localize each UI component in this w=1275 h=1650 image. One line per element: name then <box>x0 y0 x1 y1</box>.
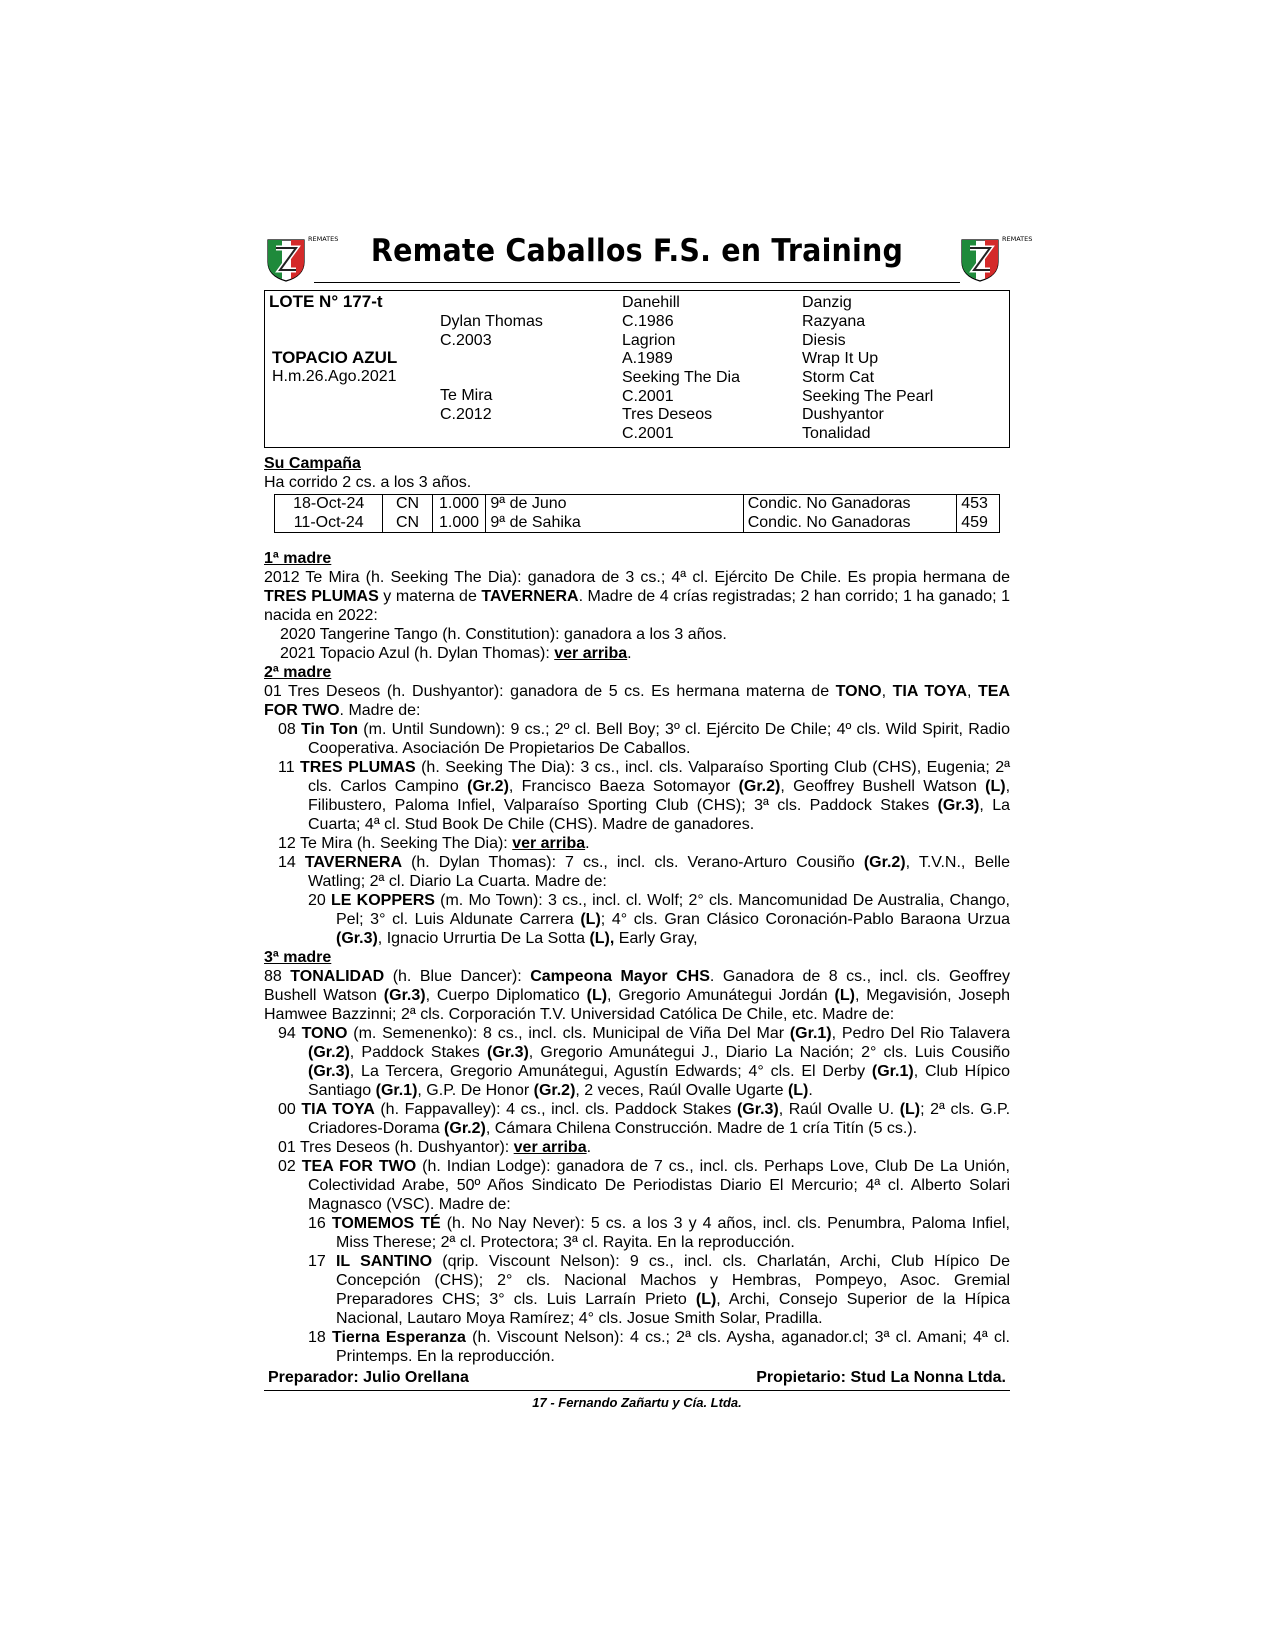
gen3-entry: C.1986 <box>622 313 674 330</box>
catalog-page <box>264 233 1033 1412</box>
race-distance: 1.000 <box>432 514 486 533</box>
list-item: 08 Tin Ton (m. Until Sundown): 9 cs.; 2º cl. Bell Boy; 3º cl. Ejército De Chile; 4º cls. Wild Spirit, Radio Cooperativa. Asociación De Propietarios De Caballos. <box>278 721 1011 757</box>
list-item: 02 TEA FOR TWO (h. Indian Lodge): ganadora de 7 cs., incl. cls. Perhaps Love, Club De La Unión, Colectividad Arabe, 50º Años Sindicato De Periodistas Diario El Mercurio; 4ª cl. Alberto Solari Magnasco (VSC). Madre de: <box>278 1158 1010 1213</box>
gen4-entry: Diesis <box>802 332 846 349</box>
list-item: 14 TAVERNERA (h. Dylan Thomas): 7 cs., incl. cls. Verano-Arturo Cousiño (Gr.2), T.V.N., Belle Watling; 2ª cl. Diario La Cuarta. Madre de: <box>278 854 1010 890</box>
second-dam-text: 01 Tres Deseos (h. Dushyantor): ganadora de 5 cs. Es hermana materna de TONO, TIA TOYA, TEA FOR TWO. Madre de: <box>264 683 1011 719</box>
page-title: Remate Caballos F.S. en Training <box>370 233 904 269</box>
list-item: 17 IL SANTINO (qrip. Viscount Nelson): 9 cs., incl. cls. Charlatán, Archi, Club Hípico De Concepción (CHS); 2° cls. Nacional Machos y Hembras, Pompeyo, Asoc. Gremial Preparadores CHS; 3° cls. Luis Larraín Prieto (L), Archi, Consejo Superior de la Hípica Nacional, Lautaro Moya Ramírez; 4° cls. Josue Smith Solar, Pradilla. <box>308 1253 1010 1327</box>
third-dam-section <box>264 948 1010 1366</box>
campaign-section <box>264 454 1010 533</box>
horse-name: TOPACIO AZUL <box>272 348 398 367</box>
list-item: 20 LE KOPPERS (m. Mo Town): 3 cs., incl. cl. Wolf; 2° cls. Mancomunidad De Australia, Chango, Pel; 3° cl. Luis Aldunate Carrera (L); 4° cls. Gran Clásico Coronación-Pablo Baraona Urzua (Gr.3), Ignacio Urrurtia De La Sotta (L), Early Gray, <box>308 892 1011 947</box>
gen4-entry: Seeking The Pearl <box>802 388 934 405</box>
pedigree-box <box>264 290 1010 448</box>
gen3-entry: Seeking The Dia <box>622 369 740 386</box>
owner-label: Propietario: Stud La Nonna Ltda. <box>756 1369 1006 1386</box>
list-item: 12 Te Mira (h. Seeking The Dia): ver arriba. <box>278 835 590 852</box>
list-item: 2021 Topacio Azul (h. Dylan Thomas): ver arriba. <box>280 645 632 662</box>
list-item: 16 TOMEMOS TÉ (h. No Nay Never): 5 cs. a los 3 y 4 años, incl. cls. Penumbra, Paloma Infiel, Miss Therese; 2ª cl. Protectora; 3ª cl. Rayita. En la reproducción. <box>308 1215 1011 1251</box>
campaign-summary: Ha corrido 2 cs. a los 3 años. <box>264 474 472 491</box>
dam-year: C.2012 <box>440 406 492 423</box>
race-place: 9ª de Sahika <box>486 514 743 533</box>
page-number: 17 - Fernando Zañartu y Cía. Ltda. <box>532 1395 742 1410</box>
sire-name: Dylan Thomas <box>440 313 543 330</box>
list-item: 11 TRES PLUMAS (h. Seeking The Dia): 3 cs., incl. cls. Valparaíso Sporting Club (CHS), Eugenia; 2ª cls. Carlos Campino (Gr.2), Francisco Baeza Sotomayor (Gr.2), Geoffrey Bushell Watson (L), Filibustero, Paloma Infiel, Valparaíso Sporting Club (CHS); 3ª cls. Paddock Stakes (Gr.3), La Cuarta; 4ª cl. Stud Book De Chile (CHS). Madre de ganadores. <box>278 759 1011 833</box>
first-dam-section <box>264 549 1010 663</box>
section-heading: 2ª madre <box>264 664 332 681</box>
trainer-label: Preparador: Julio Orellana <box>268 1369 469 1386</box>
footer-rule <box>264 1390 1010 1391</box>
race-track: CN <box>383 514 432 533</box>
gen3-entry: Lagrion <box>622 332 676 349</box>
ver-arriba-link[interactable]: ver arriba <box>513 1139 587 1156</box>
gen3-entry: C.2001 <box>622 388 674 405</box>
list-item: 18 Tierna Esperanza (h. Viscount Nelson): 4 cs.; 2ª cls. Aysha, aganador.cl; 3ª cl. Amani; 4ª cl. Printemps. En la reproducción. <box>308 1329 1010 1365</box>
table-row <box>275 495 1000 514</box>
title-underline <box>314 282 960 283</box>
gen4-entry: Storm Cat <box>802 369 875 386</box>
ver-arriba-link[interactable]: ver arriba <box>512 835 586 852</box>
list-item: 94 TONO (m. Semenenko): 8 cs., incl. cls. Municipal de Viña Del Mar (Gr.1), Pedro Del Rio Talavera (Gr.2), Paddock Stakes (Gr.3), Gregorio Amunátegui J., Diario La Nación; 2° cls. Luis Cousiño (Gr.3), La Tercera, Gregorio Amunátegui, Agustín Edwards; 4° cls. El Derby (Gr.1), Club Hípico Santiago (Gr.1), G.P. De Honor (Gr.2), 2 veces, Raúl Ovalle Ugarte (L). <box>278 1025 1011 1099</box>
horse-birth: H.m.26.Ago.2021 <box>272 368 397 385</box>
gen3-entry: Danehill <box>622 294 680 311</box>
second-dam-section <box>264 663 1010 948</box>
gen3-entry: Tres Deseos <box>622 406 713 423</box>
page-header <box>264 233 1033 290</box>
race-date: 18-Oct-24 <box>275 495 383 514</box>
gen4-entry: Dushyantor <box>802 406 884 423</box>
gen3-entry: A.1989 <box>622 350 673 367</box>
table-row <box>275 514 1000 533</box>
section-heading: 1ª madre <box>264 550 332 567</box>
gen3-entry: C.2001 <box>622 425 674 442</box>
race-distance: 1.000 <box>432 495 486 514</box>
section-heading: 3ª madre <box>264 949 332 966</box>
list-item: 2020 Tangerine Tango (h. Constitution): ganadora a los 3 años. <box>280 626 727 643</box>
zr-remates-logo-icon <box>958 235 1033 284</box>
race-condition: Condic. No Ganadoras <box>743 495 957 514</box>
race-track: CN <box>383 495 432 514</box>
footer-credits <box>264 1366 1010 1387</box>
dam-name: Te Mira <box>440 387 493 404</box>
race-place: 9ª de Juno <box>486 495 743 514</box>
list-item: 00 TIA TOYA (h. Fappavalley): 4 cs., incl. cls. Paddock Stakes (Gr.3), Raúl Ovalle U. (L); 2ª cls. G.P. Criadores-Dorama (Gr.2), Cámara Chilena Construcción. Madre de 1 cría Titín (5 cs.). <box>278 1101 1011 1137</box>
section-heading: Su Campaña <box>264 455 361 472</box>
gen4-entry: Danzig <box>802 294 852 311</box>
race-weight: 453 <box>957 495 1000 514</box>
third-dam-text: 88 TONALIDAD (h. Blue Dancer): Campeona Mayor CHS. Ganadora de 8 cs., incl. cls. Geoffrey Bushell Watson (Gr.3), Cuerpo Diplomatico (L), Gregorio Amunátegui Jordán (L), Megavisión, Joseph Hamwee Bazzinni; 2ª cls. Corporación T.V. Universidad Católica De Chile, etc. Madre de: <box>264 968 1011 1023</box>
gen4-entry: Razyana <box>802 313 866 330</box>
gen4-entry: Wrap It Up <box>802 350 879 367</box>
list-item: 01 Tres Deseos (h. Dushyantor): ver arriba. <box>278 1139 592 1156</box>
race-date: 11-Oct-24 <box>275 514 383 533</box>
sire-year: C.2003 <box>440 332 492 349</box>
first-dam-text: 2012 Te Mira (h. Seeking The Dia): ganadora de 3 cs.; 4ª cl. Ejército De Chile. Es propia hermana de TRES PLUMAS y materna de TAVERNERA. Madre de 4 crías registradas; 2 han corrido; 1 ha ganado; 1 nacida en 2022: <box>264 569 1011 624</box>
gen4-entry: Tonalidad <box>802 425 871 442</box>
race-weight: 459 <box>957 514 1000 533</box>
race-table <box>274 494 1000 533</box>
logo-remates-text: REMATES <box>1002 235 1033 243</box>
lot-number: LOTE N° 177-t <box>269 292 383 311</box>
logo-remates-text: REMATES <box>308 235 339 243</box>
race-condition: Condic. No Ganadoras <box>743 514 957 533</box>
ver-arriba-link[interactable]: ver arriba <box>554 645 628 662</box>
